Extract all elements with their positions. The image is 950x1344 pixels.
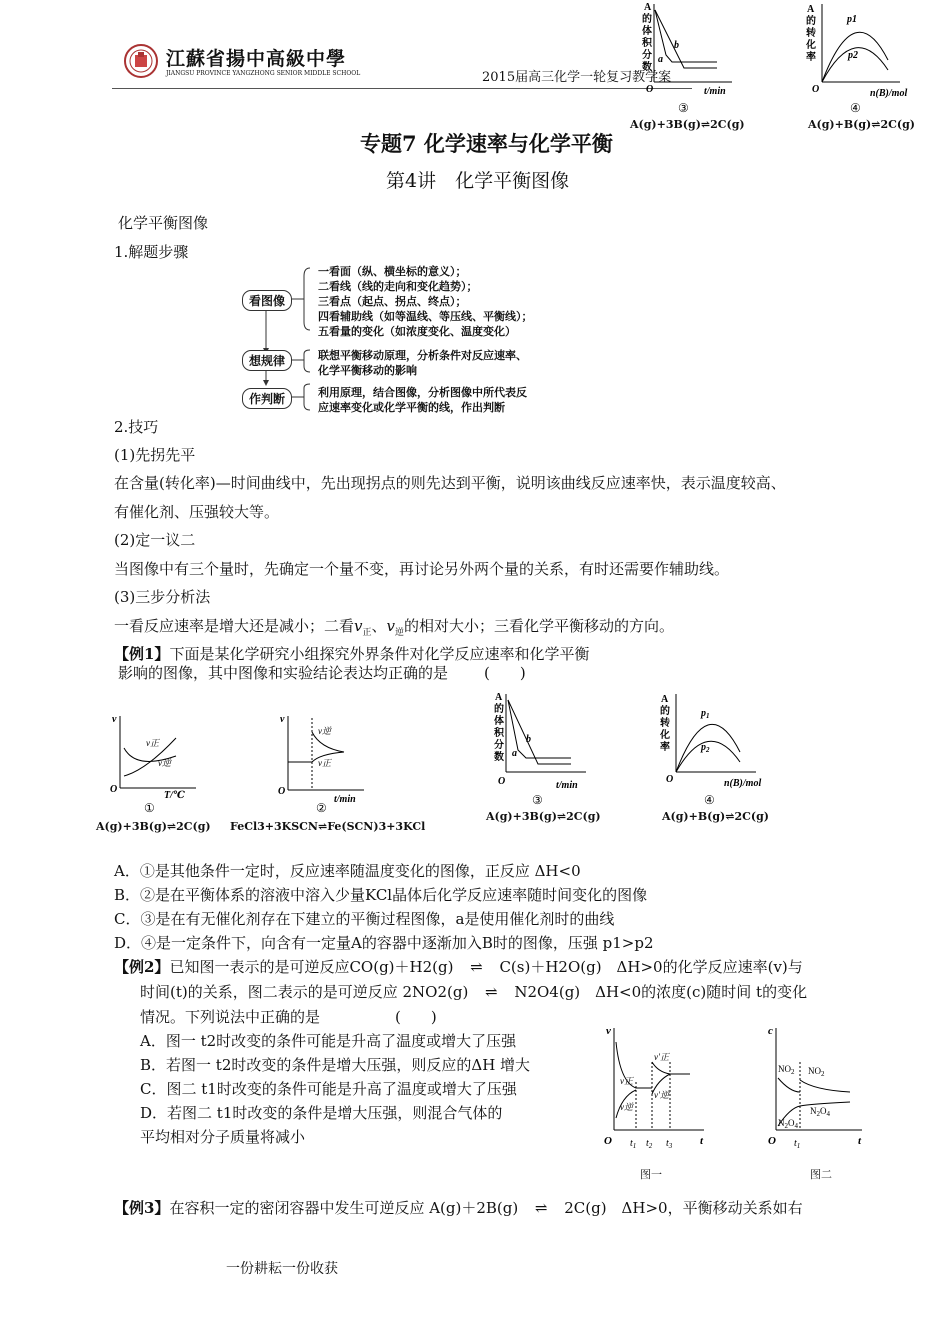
svg-text:b: b [674, 40, 679, 51]
ex2-option-a: A．图一 t2时改变的条件可能是升高了温度或增大了压强 [140, 1032, 517, 1050]
svg-text:v: v [280, 714, 285, 725]
svg-text:v正: v正 [146, 738, 159, 748]
svg-text:率: 率 [806, 52, 816, 63]
ex2-option-c: C．图二 t1时改变的条件可能是升高了温度或增大了压强 [140, 1080, 517, 1098]
ex2-option-b: B．若图一 t2时改变的条件是增大压强，则反应的ΔH 增大 [140, 1056, 531, 1074]
svg-text:体: 体 [642, 26, 652, 37]
svg-text:A: A [807, 4, 815, 15]
svg-text:v逆: v逆 [158, 758, 171, 768]
top-figure-3 [632, 0, 742, 135]
flow-item: 五看量的变化（如浓度变化、温度变化） [318, 325, 516, 338]
svg-text:T/℃: T/℃ [164, 790, 185, 801]
svg-text:O: O [498, 776, 506, 787]
svg-text:b: b [526, 734, 531, 745]
ex1-option-d: D．④是一定条件下，向含有一定量A的容器中逐渐加入B时的图像，压强 p1>p2 [114, 934, 654, 952]
svg-text:数: 数 [494, 752, 504, 763]
svg-text:O: O [666, 774, 674, 785]
svg-text:p1: p1 [847, 14, 857, 25]
page-subtitle: 第4讲 化学平衡图像 [386, 170, 570, 192]
svg-text:p2: p2 [848, 50, 858, 61]
ex2-figure-2-caption: 图二 [810, 1168, 832, 1181]
ex1-figure-2 [268, 708, 398, 838]
svg-text:化: 化 [806, 40, 816, 51]
svg-text:v逆: v逆 [318, 726, 331, 736]
svg-text:c: c [768, 1025, 773, 1037]
svg-text:积: 积 [494, 728, 504, 739]
svg-text:v正: v正 [620, 1076, 633, 1086]
flow-box-look: 看图像 [242, 290, 292, 311]
svg-text:O: O [604, 1135, 612, 1147]
tip3-text: 一看反应速率是增大还是减小；二看$v_正$、$v_逆$的相对大小；三看化学平衡移动的方向。 [114, 617, 675, 638]
tip1-text2: 有催化剂、压强较大等。 [114, 503, 280, 521]
ex1-figure-1-caption: A(g)+3B(g)⇌2C(g) [96, 820, 211, 833]
svg-text:v′逆: v′逆 [654, 1090, 669, 1100]
svg-text:v正: v正 [318, 758, 331, 768]
svg-text:④: ④ [704, 793, 715, 807]
school-name-en: JIANGSU PROVINCE YANGZHONG SENIOR MIDDLE SCHOOL [166, 70, 361, 77]
ex1-option-a: A．①是其他条件一定时，反应速率随温度变化的图像，正反应 ΔH<0 [114, 862, 581, 880]
flow-item: 四看辅助线（如等温线、等压线、平衡线）； [318, 310, 533, 323]
tips-heading: 2.技巧 [114, 418, 159, 436]
svg-text:t/min: t/min [556, 780, 578, 791]
school-logo [124, 44, 158, 78]
page-footer: 一份耕耘一份收获 [226, 1261, 338, 1277]
svg-text:④: ④ [850, 101, 861, 115]
flow-item: 二看线（线的走向和变化趋势）； [318, 280, 478, 293]
example2-line3: 情况。下列说法中正确的是 ( ) [140, 1008, 437, 1026]
svg-text:N2O4: $N_2O_4$ [810, 1106, 830, 1118]
ex1-figure-2-caption: FeCl3+3KSCN⇌Fe(SCN)3+3KCl [230, 820, 426, 833]
tip3-title: (3)三步分析法 [114, 588, 211, 606]
svg-text:的: 的 [806, 16, 816, 27]
ex2-figure-1 [600, 1022, 720, 1162]
svg-text:t2: $t_2$ [646, 1138, 653, 1150]
svg-text:②: ② [316, 801, 327, 815]
svg-text:A: A [661, 694, 669, 705]
tip1-title: (1)先拐先平 [114, 446, 196, 464]
step-heading: 1.解题步骤 [114, 243, 189, 261]
svg-text:NO2: $NO_2$ [808, 1066, 825, 1078]
svg-text:转: 转 [806, 28, 816, 39]
svg-text:积: 积 [642, 38, 652, 49]
svg-text:O: O [110, 784, 118, 795]
page-title: 专题7 化学速率与化学平衡 [360, 131, 613, 156]
example1-line2: 影响的图像，其中图像和实验结论表达均正确的是 ( ) [118, 664, 526, 682]
svg-text:分: 分 [642, 50, 652, 61]
svg-text:t/min: t/min [334, 794, 356, 805]
ex2-option-d: D．若图二 t1时改变的条件是增大压强，则混合气体的 [140, 1104, 503, 1122]
tip2-text: 当图像中有三个量时，先确定一个量不变，再讨论另外两个量的关系，有时还需要作辅助线。 [114, 560, 730, 578]
ex1-option-b: B．②是在平衡体系的溶液中溶入少量KCl晶体后化学反应速率随时间变化的图像 [114, 886, 648, 904]
ex2-figure-2 [764, 1022, 874, 1162]
svg-text:t1: $t_1$ [630, 1138, 637, 1150]
top-figure-3-caption: A(g)+3B(g)⇌2C(g) [630, 118, 745, 131]
svg-text:a: a [658, 54, 663, 65]
svg-text:p2: $p_2$ [701, 742, 710, 754]
ex1-figure-4 [656, 690, 786, 820]
svg-text:t3: $t_3$ [666, 1138, 673, 1150]
svg-text:O: O [278, 786, 286, 797]
header-subtitle: 2015届高三化学一轮复习教学案 [482, 70, 672, 85]
tip1-text: 在含量(转化率)—时间曲线中，先出现拐点的则先达到平衡，说明该曲线反应速率快，表示温度较高、 [114, 474, 786, 492]
svg-text:v: v [606, 1025, 611, 1037]
svg-text:体: 体 [494, 716, 504, 727]
ex1-figure-3 [486, 690, 606, 820]
svg-text:分: 分 [494, 740, 504, 751]
tip2-title: (2)定一议二 [114, 531, 196, 549]
svg-text:③: ③ [678, 101, 689, 115]
flow-item: 利用原理，结合图像，分析图像中所代表反 [318, 386, 527, 399]
top-figure-4 [800, 0, 930, 135]
top-figure-4-caption: A(g)+B(g)⇌2C(g) [808, 118, 915, 131]
svg-text:A: A [495, 692, 503, 703]
svg-text:③: ③ [532, 793, 543, 807]
ex1-figure-4-caption: A(g)+B(g)⇌2C(g) [662, 810, 769, 823]
flow-item: 化学平衡移动的影响 [318, 364, 417, 377]
svg-text:O: O [768, 1135, 776, 1147]
svg-text:O: O [646, 84, 654, 95]
flow-box-judge: 作判断 [242, 388, 292, 409]
ex2-option-d-cont: 平均相对分子质量将减小 [140, 1128, 306, 1146]
school-name: 江蘇省揚中高級中學 [166, 48, 347, 70]
svg-text:转: 转 [660, 718, 670, 729]
svg-text:O: O [812, 84, 820, 95]
svg-text:n(B)/mol: n(B)/mol [870, 88, 908, 99]
example3-line1: 【例3】在容积一定的密闭容器中发生可逆反应 A(g)＋2B(g) ⇌ 2C(g) ΔH>0，平衡移动关系如右 [114, 1199, 803, 1217]
header-rule [112, 88, 692, 89]
svg-text:v: v [112, 714, 117, 725]
svg-text:n(B)/mol: n(B)/mol [724, 778, 762, 789]
example2-line2: 时间(t)的关系，图二表示的是可逆反应 2NO2(g) ⇌ N2O4(g) ΔH<0的浓度(c)随时间 t的变化 [140, 983, 808, 1001]
svg-text:的: 的 [642, 14, 652, 25]
svg-text:t: t [858, 1135, 862, 1147]
flow-item: 一看面（纵、横坐标的意义）； [318, 265, 467, 278]
svg-text:NO2: $NO_2$ [778, 1064, 795, 1076]
ex2-figure-1-caption: 图一 [640, 1168, 662, 1181]
ex1-figure-3-caption: A(g)+3B(g)⇌2C(g) [486, 810, 601, 823]
svg-text:p1: $p_1$ [701, 708, 710, 720]
flow-box-think: 想规律 [242, 350, 292, 371]
example2-line1: 【例2】已知图一表示的是可逆反应CO(g)＋H2(g) ⇌ C(s)＋H2O(g) ΔH>0的化学反应速率(v)与 [114, 958, 803, 976]
svg-text:N2O4: $N_2O_4$ [778, 1118, 798, 1130]
fig3-ylabel: A [644, 2, 652, 13]
svg-text:化: 化 [660, 730, 670, 741]
svg-text:率: 率 [660, 742, 670, 753]
svg-text:t: t [700, 1135, 704, 1147]
svg-text:①: ① [144, 801, 155, 815]
svg-text:t1: $t_1$ [794, 1138, 801, 1150]
svg-text:的: 的 [494, 704, 504, 715]
flow-item: 联想平衡移动原理，分析条件对反应速率、 [318, 349, 527, 362]
flow-item: 应速率变化或化学平衡的线，作出判断 [318, 401, 505, 414]
section-heading: 化学平衡图像 [118, 214, 209, 232]
svg-text:t/min: t/min [704, 86, 726, 97]
svg-text:v′正: v′正 [654, 1052, 669, 1062]
svg-text:的: 的 [660, 706, 670, 717]
example1-line1: 【例1】下面是某化学研究小组探究外界条件对化学反应速率和化学平衡 [114, 645, 590, 663]
ex1-figure-1 [96, 708, 226, 838]
svg-text:a: a [512, 748, 517, 759]
flow-item: 三看点（起点、拐点、终点）； [318, 295, 467, 308]
svg-text:数: 数 [642, 62, 652, 73]
ex1-option-c: C．③是在有无催化剂存在下建立的平衡过程图像，a是使用催化剂时的曲线 [114, 910, 615, 928]
svg-text:v逆: v逆 [620, 1102, 633, 1112]
